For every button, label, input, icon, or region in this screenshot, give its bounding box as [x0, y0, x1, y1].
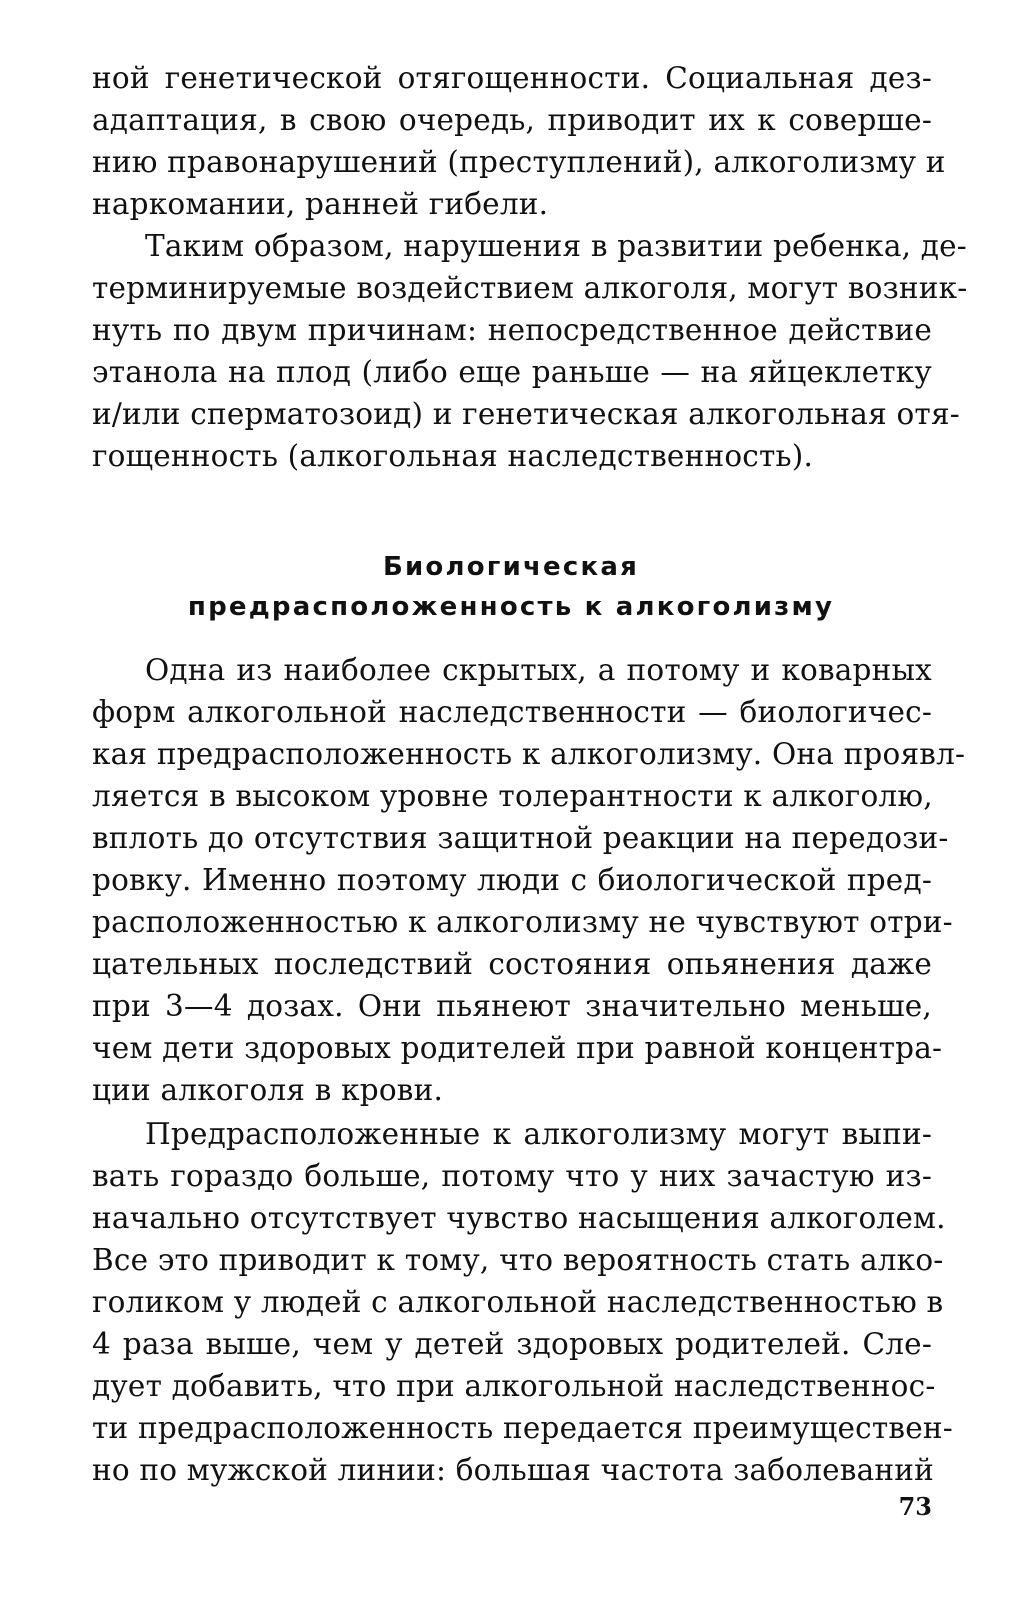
paragraph-4-line: дует добавить, что при алкогольной наследственнос- — [92, 1369, 936, 1403]
paragraph-3-line: чем дети здоровых родителей при равной концентра- — [92, 1031, 943, 1065]
section-heading-line: предрасположенность к алкоголизму — [187, 592, 835, 622]
paragraph-4-line: вать гораздо больше, потому что у них зачастую из- — [92, 1159, 932, 1193]
section-heading-line: Биологическая — [383, 552, 639, 582]
paragraph-2-line: этанола на плод (либо еще раньше — на яйцеклетку — [92, 355, 932, 389]
paragraph-4-line: Предрасположенные к алкоголизму могут выпи- — [145, 1117, 932, 1151]
paragraph-2-line: и/или сперматозоид) и генетическая алкогольная отя- — [92, 397, 960, 431]
paragraph-2-line: Таким образом, нарушения в развитии ребенка, де- — [145, 229, 967, 263]
paragraph-3-line: Одна из наиболее скрытых, а потому и коварных — [145, 653, 932, 687]
paragraph-3-line: ции алкоголя в крови. — [92, 1073, 444, 1107]
paragraph-1-line: адаптация, в свою очередь, приводит их к соверше- — [92, 103, 932, 137]
paragraph-1-line: ной генетической отягощенности. Социальная дез- — [92, 61, 932, 95]
paragraph-4-line: Все это приводит к тому, что вероятность стать алко- — [92, 1243, 944, 1277]
paragraph-4-line: но по мужской линии: большая частота заболеваний — [92, 1453, 934, 1487]
paragraph-4-line: голиком у людей с алкогольной наследственностью в — [92, 1285, 944, 1319]
paragraph-4-line: ти предрасположенность передается преимуществен- — [92, 1411, 953, 1445]
paragraph-3-line: форм алкогольной наследственности — биологичес- — [92, 695, 932, 729]
paragraph-2-line: терминируемые воздействием алкоголя, могут возник- — [92, 271, 968, 305]
paragraph-4-line: 4 раза выше, чем у детей здоровых родителей. Сле- — [92, 1327, 932, 1361]
paragraph-3-line: цательных последствий состояния опьянения даже — [92, 947, 932, 981]
paragraph-3-line: ляется в высоком уровне толерантности к алкоголю, — [92, 779, 933, 813]
paragraph-1-line: наркомании, ранней гибели. — [92, 187, 549, 221]
page-number: 73 — [898, 1492, 932, 1521]
paragraph-3-line: ровку. Именно поэтому люди с биологической пред- — [92, 863, 932, 897]
paragraph-3-line: кая предрасположенность к алкоголизму. Она проявл- — [92, 737, 966, 771]
paragraph-3-line: вплоть до отсутствия защитной реакции на передози- — [92, 821, 949, 855]
paragraph-4-line: начально отсутствует чувство насыщения алкоголем. — [92, 1201, 946, 1235]
paragraph-3-line: при 3—4 дозах. Они пьянеют значительно меньше, — [92, 989, 932, 1023]
paragraph-3-line: расположенностью к алкоголизму не чувствуют отри- — [92, 905, 953, 939]
paragraph-2-line: нуть по двум причинам: непосредственное действие — [92, 313, 932, 347]
paragraph-1-line: нию правонарушений (преступлений), алкоголизму и — [92, 145, 946, 179]
paragraph-2-line: гощенность (алкогольная наследственность). — [92, 439, 814, 473]
